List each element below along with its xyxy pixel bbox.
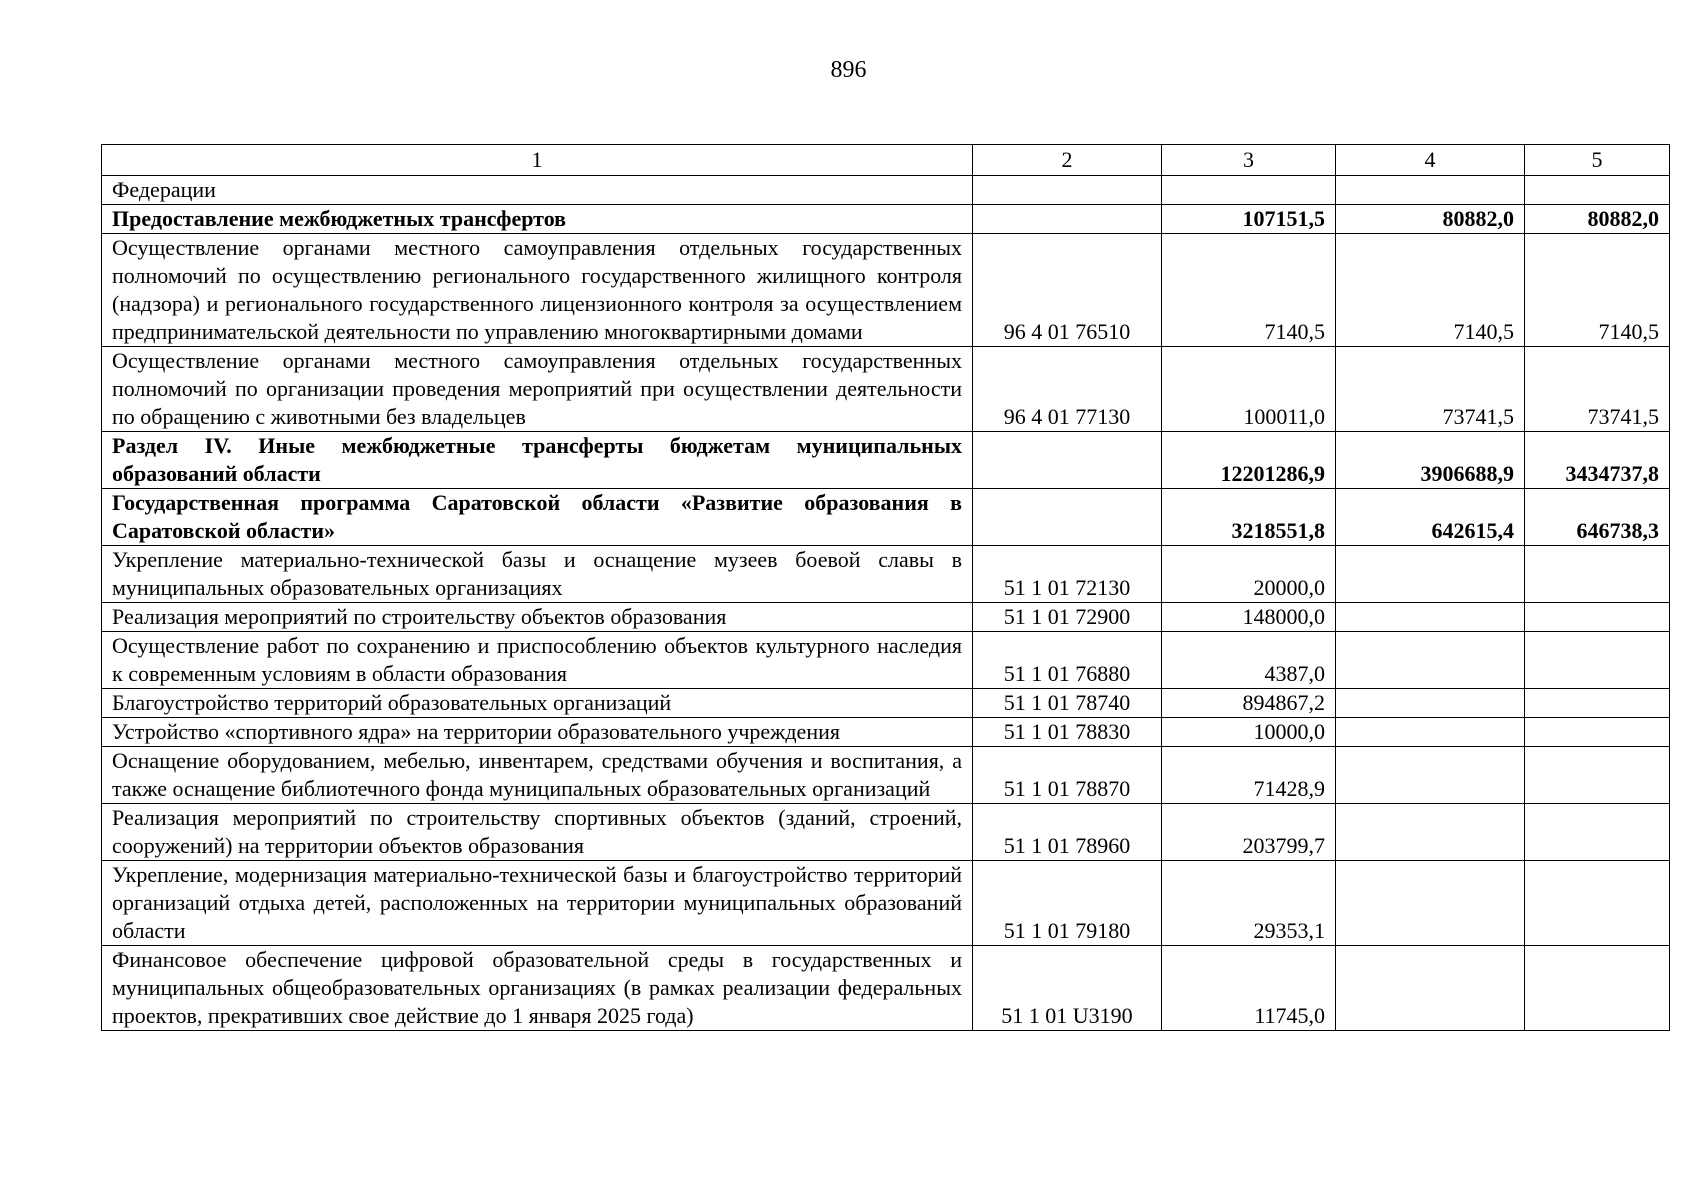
table-row: [102, 603, 1670, 632]
row-description: Федерации: [102, 176, 973, 205]
row-budget-code: 51 1 01 78830: [973, 718, 1162, 747]
table-row: [102, 861, 1670, 946]
row-budget-code: 51 1 01 U3190: [973, 946, 1162, 1031]
row-amount-col3: 7140,5: [1162, 234, 1336, 347]
row-description: Благоустройство территорий образовательных организаций: [102, 689, 973, 718]
row-description: Осуществление органами местного самоуправления отдельных государственных полномочий по осуществлению регионального государственного жилищного контроля (надзора) и регионального государственного лицензионного контроля за осуществлением предпринимательской деятельности по управлению многоквартирными домами: [102, 234, 973, 347]
column-number-5: 5: [1525, 145, 1670, 176]
row-budget-code: [973, 176, 1162, 205]
page-number: 896: [830, 57, 867, 83]
row-amount-col3: 203799,7: [1162, 804, 1336, 861]
table-row: [102, 946, 1670, 1031]
row-description: Укрепление материально-технической базы и оснащение музеев боевой славы в муниципальных образовательных организациях: [102, 546, 973, 603]
table-row: [102, 632, 1670, 689]
row-description: Предоставление межбюджетных трансфертов: [102, 205, 973, 234]
table-row: [102, 234, 1670, 347]
table-row: [102, 489, 1670, 546]
row-amount-col3: 10000,0: [1162, 718, 1336, 747]
row-description: Реализация мероприятий по строительству спортивных объектов (зданий, строений, сооружений) на территории объектов образования: [102, 804, 973, 861]
column-number-4: 4: [1336, 145, 1525, 176]
row-budget-code: 51 1 01 78740: [973, 689, 1162, 718]
row-amount-col4: [1336, 632, 1525, 689]
table-row: [102, 546, 1670, 603]
row-amount-col3: 148000,0: [1162, 603, 1336, 632]
row-amount-col5: [1525, 546, 1670, 603]
column-number-1: 1: [102, 145, 973, 176]
row-budget-code: 51 1 01 78960: [973, 804, 1162, 861]
table-row: [102, 347, 1670, 432]
row-amount-col4: [1336, 603, 1525, 632]
row-amount-col4: 3906688,9: [1336, 432, 1525, 489]
row-budget-code: [973, 205, 1162, 234]
row-amount-col5: [1525, 718, 1670, 747]
row-budget-code: 51 1 01 76880: [973, 632, 1162, 689]
table-row: [102, 718, 1670, 747]
row-budget-code: [973, 489, 1162, 546]
row-budget-code: 51 1 01 79180: [973, 861, 1162, 946]
row-amount-col5: [1525, 689, 1670, 718]
row-budget-code: 96 4 01 77130: [973, 347, 1162, 432]
row-amount-col4: [1336, 176, 1525, 205]
row-amount-col5: 7140,5: [1525, 234, 1670, 347]
row-budget-code: 96 4 01 76510: [973, 234, 1162, 347]
row-amount-col5: [1525, 632, 1670, 689]
table-row: [102, 747, 1670, 804]
row-amount-col5: [1525, 176, 1670, 205]
row-budget-code: [973, 432, 1162, 489]
row-description: Реализация мероприятий по строительству объектов образования: [102, 603, 973, 632]
row-description: Раздел IV. Иные межбюджетные трансферты бюджетам муниципальных образований области: [102, 432, 973, 489]
table-row: [102, 804, 1670, 861]
row-description: Осуществление работ по сохранению и приспособлению объектов культурного наследия к современным условиям в области образования: [102, 632, 973, 689]
row-amount-col3: 29353,1: [1162, 861, 1336, 946]
table-row: [102, 432, 1670, 489]
row-description: Осуществление органами местного самоуправления отдельных государственных полномочий по организации проведения мероприятий при осуществлении деятельности по обращению с животными без владельцев: [102, 347, 973, 432]
row-amount-col5: [1525, 861, 1670, 946]
row-amount-col5: [1525, 946, 1670, 1031]
row-amount-col3: 3218551,8: [1162, 489, 1336, 546]
row-amount-col5: 646738,3: [1525, 489, 1670, 546]
row-amount-col3: 20000,0: [1162, 546, 1336, 603]
row-amount-col4: [1336, 689, 1525, 718]
row-amount-col5: [1525, 747, 1670, 804]
column-number-2: 2: [973, 145, 1162, 176]
row-amount-col4: 7140,5: [1336, 234, 1525, 347]
row-amount-col5: [1525, 804, 1670, 861]
row-budget-code: 51 1 01 72900: [973, 603, 1162, 632]
row-description: Финансовое обеспечение цифровой образовательной среды в государственных и муниципальных общеобразовательных организациях (в рамках реализации федеральных проектов, прекративших свое действие до 1 января 2025 года): [102, 946, 973, 1031]
row-amount-col4: [1336, 804, 1525, 861]
row-amount-col4: [1336, 861, 1525, 946]
table-row: [102, 205, 1670, 234]
row-description: Государственная программа Саратовской области «Развитие образования в Саратовской области»: [102, 489, 973, 546]
row-amount-col5: 80882,0: [1525, 205, 1670, 234]
row-amount-col3: 107151,5: [1162, 205, 1336, 234]
row-amount-col3: 12201286,9: [1162, 432, 1336, 489]
row-amount-col3: [1162, 176, 1336, 205]
budget-table: [101, 144, 1670, 1031]
row-description: Укрепление, модернизация материально-технической базы и благоустройство территорий организаций отдыха детей, расположенных на территории муниципальных образований области: [102, 861, 973, 946]
row-budget-code: 51 1 01 72130: [973, 546, 1162, 603]
row-amount-col4: [1336, 546, 1525, 603]
column-number-3: 3: [1162, 145, 1336, 176]
row-amount-col4: 80882,0: [1336, 205, 1525, 234]
row-amount-col4: 642615,4: [1336, 489, 1525, 546]
row-amount-col5: 73741,5: [1525, 347, 1670, 432]
row-budget-code: 51 1 01 78870: [973, 747, 1162, 804]
row-amount-col3: 71428,9: [1162, 747, 1336, 804]
row-amount-col4: [1336, 718, 1525, 747]
row-description: Оснащение оборудованием, мебелью, инвентарем, средствами обучения и воспитания, а также оснащение библиотечного фонда муниципальных образовательных организаций: [102, 747, 973, 804]
row-amount-col5: 3434737,8: [1525, 432, 1670, 489]
table-row: [102, 176, 1670, 205]
row-amount-col3: 100011,0: [1162, 347, 1336, 432]
row-amount-col3: 4387,0: [1162, 632, 1336, 689]
column-number-row: [102, 145, 1670, 176]
row-amount-col5: [1525, 603, 1670, 632]
row-amount-col3: 11745,0: [1162, 946, 1336, 1031]
row-amount-col4: 73741,5: [1336, 347, 1525, 432]
row-amount-col4: [1336, 747, 1525, 804]
row-description: Устройство «спортивного ядра» на территории образовательного учреждения: [102, 718, 973, 747]
table-row: [102, 689, 1670, 718]
table-body: [102, 145, 1670, 1031]
row-amount-col3: 894867,2: [1162, 689, 1336, 718]
row-amount-col4: [1336, 946, 1525, 1031]
